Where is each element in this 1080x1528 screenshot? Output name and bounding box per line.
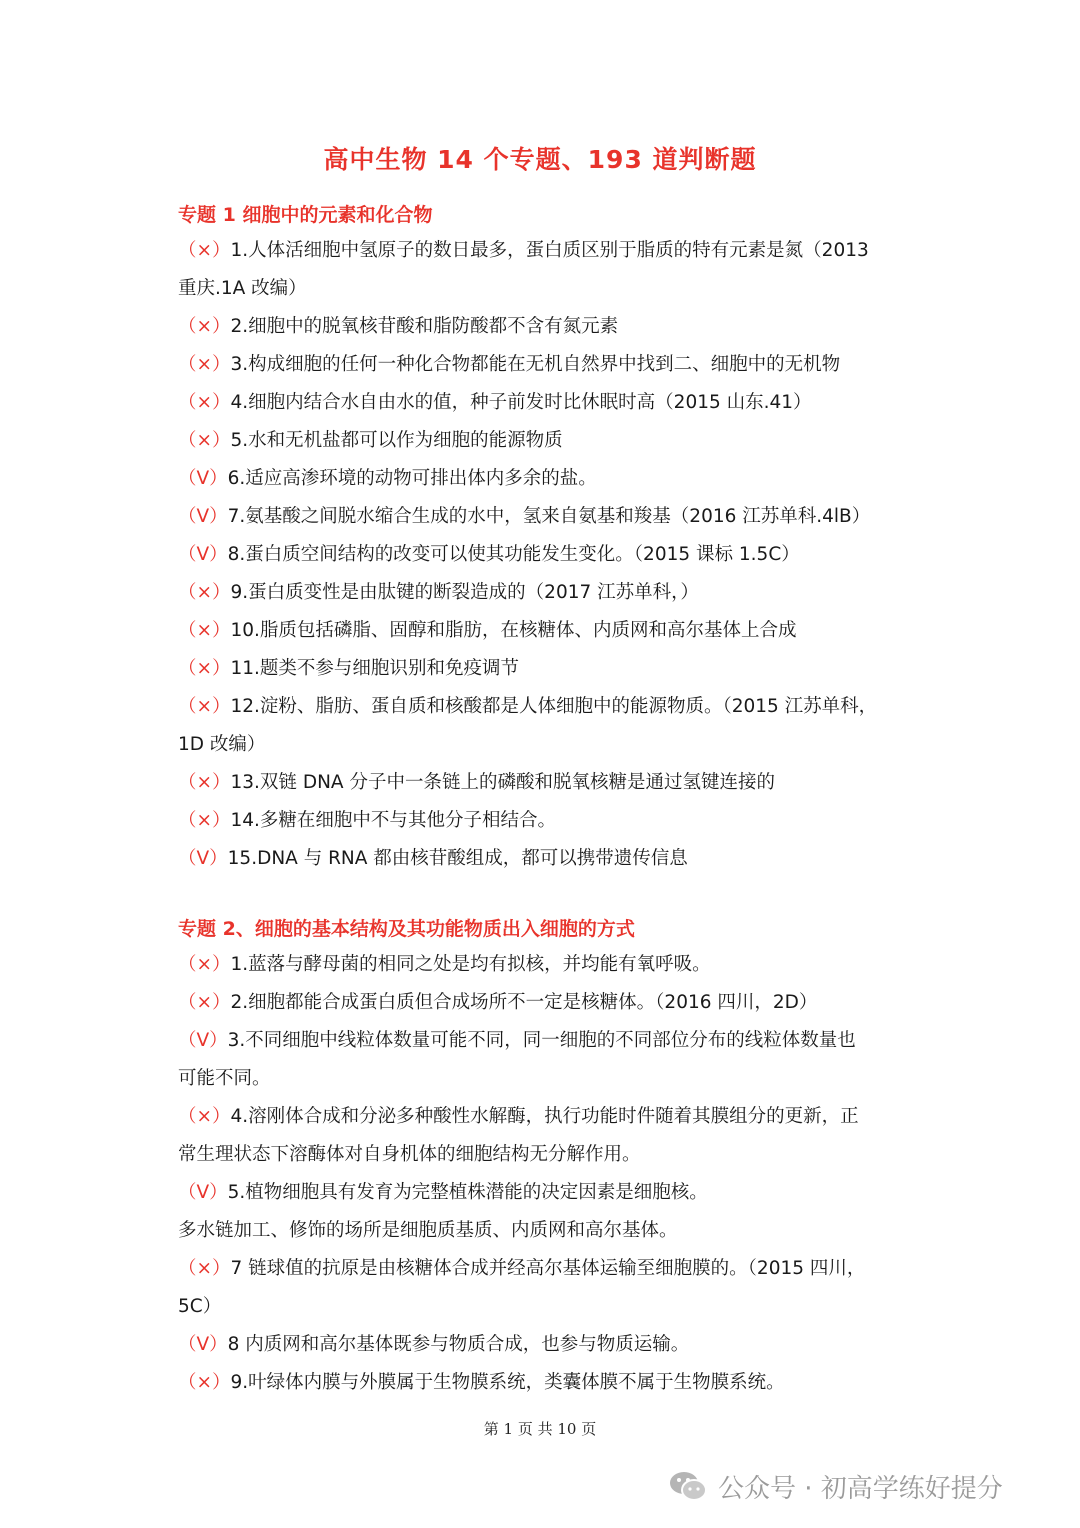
- statement-text: 6.适应高渗环境的动物可排出体内多余的盐。: [227, 468, 597, 489]
- judgement-mark: （V）: [178, 1334, 228, 1355]
- wechat-official-account-icon: [668, 1469, 708, 1503]
- statement-line: [178, 1060, 918, 1098]
- judgement-mark: （×）: [178, 392, 231, 413]
- statement-line: [178, 802, 918, 840]
- statement-line: [178, 1022, 918, 1060]
- judgement-mark: （×）: [178, 316, 231, 337]
- statement-text: 4.细胞内结合水自由水的值，种子前发时比休眠时高（2015 山东.41）: [230, 392, 812, 413]
- page-footer: 第 1 页 共 10 页: [483, 1420, 597, 1438]
- statement-line: [178, 1212, 918, 1250]
- statement-line: [178, 422, 918, 460]
- statement-text: 常生理状态下溶酶体对自身机体的细胞结构无分解作用。: [178, 1144, 641, 1165]
- statement-line: [178, 1098, 918, 1136]
- statement-line: [178, 688, 918, 726]
- judgement-mark: （V）: [178, 1182, 228, 1203]
- statement-line: [178, 1364, 918, 1402]
- statement-line: [178, 270, 918, 308]
- judgement-mark: （×）: [178, 810, 231, 831]
- statement-line: [178, 232, 918, 270]
- judgement-mark: （V）: [178, 1030, 228, 1051]
- statement-line: [178, 498, 918, 536]
- statement-text: 可能不同。: [178, 1068, 271, 1089]
- statement-text: 多水链加工、修饰的场所是细胞质基质、内质网和高尔基体。: [178, 1220, 678, 1241]
- statement-line: [178, 574, 918, 612]
- judgement-mark: （×）: [178, 1106, 231, 1127]
- statement-text: 8.蛋白质空间结构的改变可以使其功能发生变化。（2015 课标 1.5C）: [227, 544, 800, 565]
- statement-text: 14.多糖在细胞中不与其他分子相结合。: [230, 810, 556, 831]
- judgement-mark: （×）: [178, 620, 231, 641]
- judgement-mark: （×）: [178, 430, 231, 451]
- statement-text: 13.双链 DNA 分子中一条链上的磷酸和脱氧核糖是通过氢键连接的: [230, 772, 775, 793]
- statement-text: 8 内质网和高尔基体既参与物质合成，也参与物质运输。: [227, 1334, 690, 1355]
- statement-line: [178, 536, 918, 574]
- judgement-mark: （V）: [178, 468, 228, 489]
- judgement-mark: （×）: [178, 1372, 231, 1393]
- statement-text: 重庆.1A 改编）: [178, 278, 307, 299]
- statement-line: [178, 1136, 918, 1174]
- statement-line: [178, 308, 918, 346]
- statement-line: [178, 650, 918, 688]
- statement-text: 3.构成细胞的任何一种化合物都能在无机自然界中找到二、细胞中的无机物: [230, 354, 841, 375]
- statement-text: 1.蓝落与酵母菌的相同之处是均有拟核，并均能有氧呼吸。: [230, 954, 711, 975]
- judgement-mark: （V）: [178, 848, 228, 869]
- statement-line: [178, 1326, 918, 1364]
- statement-text: 9.叶绿体内膜与外膜属于生物膜系统，类囊体膜不属于生物膜系统。: [230, 1372, 785, 1393]
- page-title: 高中生物 14 个专题、193 道判断题: [323, 145, 757, 174]
- statement-text: 3.不同细胞中线粒体数量可能不同，同一细胞的不同部位分布的线粒体数量也: [227, 1030, 856, 1051]
- judgement-mark: （×）: [178, 772, 231, 793]
- watermark: [668, 1466, 1003, 1506]
- statement-line: [178, 460, 918, 498]
- statement-line: [178, 1288, 918, 1326]
- judgement-mark: （×）: [178, 696, 231, 717]
- statement-text: 1D 改编）: [178, 734, 266, 755]
- judgement-mark: （V）: [178, 506, 228, 527]
- statement-line: [178, 726, 918, 764]
- statement-text: 5.植物细胞具有发育为完整植株潜能的决定因素是细胞核。: [227, 1182, 708, 1203]
- statement-line: [178, 946, 918, 984]
- statement-text: 11.题类不参与细胞识别和免疫调节: [230, 658, 519, 679]
- statement-text: 7 链球值的抗原是由核糖体合成并经高尔基体运输至细胞膜的。（2015 四川，: [230, 1258, 866, 1279]
- watermark-text: 公众号 · 初高学练好提分: [718, 1473, 1003, 1504]
- statement-text: 10.脂质包括磷脂、固醇和脂肪，在核糖体、内质网和高尔基体上合成: [230, 620, 797, 641]
- statement-text: 12.淀粉、脂肪、蛋自质和核酸都是人体细胞中的能源物质。（2015 江苏单科，: [230, 696, 878, 717]
- statement-text: 5.水和无机盐都可以作为细胞的能源物质: [230, 430, 563, 451]
- statement-text: 4.溶刚体合成和分泌多种酸性水解酶，执行功能时件随着其膜组分的更新，正: [230, 1106, 859, 1127]
- judgement-mark: （×）: [178, 582, 231, 603]
- statement-text: 1.人体活细胞中氢原子的数日最多，蛋白质区别于脂质的特有元素是氮（2013: [230, 240, 869, 261]
- judgement-mark: （×）: [178, 240, 231, 261]
- judgement-mark: （V）: [178, 544, 228, 565]
- judgement-mark: （×）: [178, 1258, 231, 1279]
- statement-line: [178, 346, 918, 384]
- statement-line: [178, 384, 918, 422]
- judgement-mark: （×）: [178, 354, 231, 375]
- statement-line: [178, 1250, 918, 1288]
- statement-text: 15.DNA 与 RNA 都由核苷酸组成，都可以携带遗传信息: [227, 848, 688, 869]
- statement-line: [178, 1174, 918, 1212]
- statement-text: 9.蛋白质变性是由肽键的断裂造成的（2017 江苏单科，）: [230, 582, 699, 603]
- section-heading-2: 专题 2、细胞的基本结构及其功能物质出入细胞的方式: [178, 918, 635, 940]
- statement-line: [178, 840, 918, 878]
- judgement-mark: （×）: [178, 658, 231, 679]
- statement-text: 7.氨基酸之间脱水缩合生成的水中，氢来自氨基和羧基（2016 江苏单科.4lB）: [227, 506, 871, 527]
- statement-line: [178, 612, 918, 650]
- judgement-mark: （×）: [178, 954, 231, 975]
- statement-text: 2.细胞中的脱氧核苷酸和脂防酸都不含有氮元素: [230, 316, 619, 337]
- statement-text: 2.细胞都能合成蛋白质但合成场所不一定是核糖体。（2016 四川，2D）: [230, 992, 818, 1013]
- judgement-mark: （×）: [178, 992, 231, 1013]
- statement-line: [178, 984, 918, 1022]
- statement-line: [178, 764, 918, 802]
- section-heading-1: 专题 1 细胞中的元素和化合物: [178, 204, 433, 226]
- statement-text: 5C）: [178, 1296, 222, 1317]
